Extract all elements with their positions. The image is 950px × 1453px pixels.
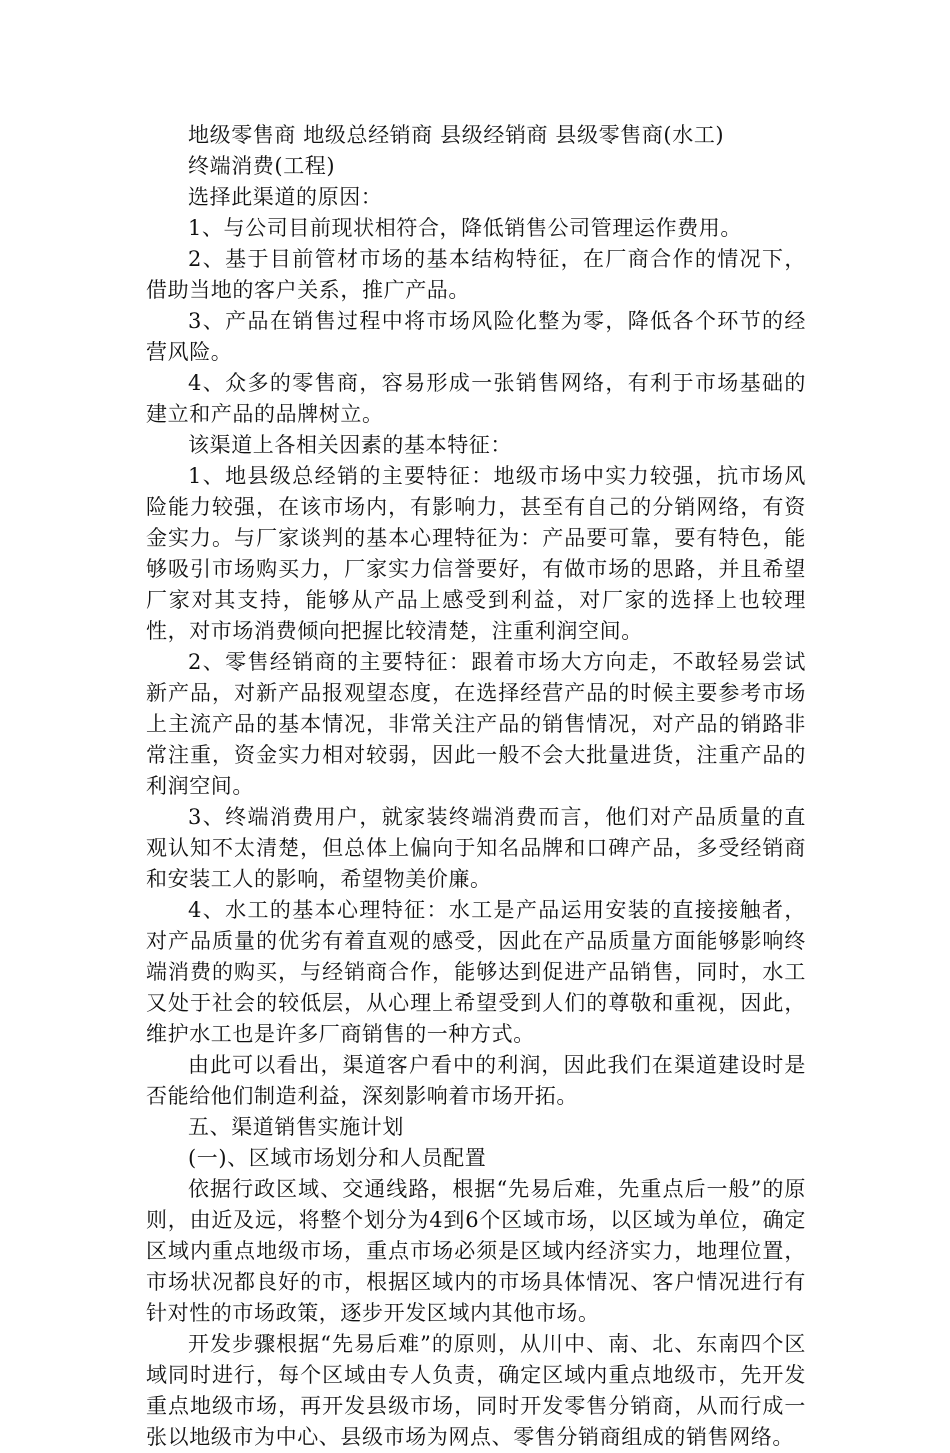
paragraph-channel-structure-end: 终端消费(工程) <box>188 154 336 178</box>
subsection-heading: (一)、区域市场划分和人员配置 <box>188 1146 487 1170</box>
paragraph-characteristic-1: 1、地县级总经销的主要特征：地级市场中实力较强，抗市场风险能力较强，在该市场内，有影响力，甚至有自己的分销网络，有资金实力。与厂家谈判的基本心理特征为：产品要可靠，要有特色，能够吸引市场购买力，厂家实力信誉要好，有做市场的思路，并且希望厂家对其支持，能够从产品上感受到利益，对厂家的选择上也较理性，对市场消费倾向把握比较清楚，注重利润空间。 <box>146 464 806 643</box>
section-heading: 五、渠道销售实施计划 <box>188 1115 404 1139</box>
paragraph-characteristic-2: 2、零售经销商的主要特征：跟着市场大方向走，不敢轻易尝试新产品，对新产品报观望态度，在选择经营产品的时候主要参考市场上主流产品的基本情况，非常关注产品的销售情况，对产品的销路非常注重，资金实力相对较弱，因此一般不会大批量进货，注重产品的利润空间。 <box>146 650 806 798</box>
paragraph-development-steps: 开发步骤根据“先易后难”的原则，从川中、南、北、东南四个区域同时进行，每个区域由专人负责，确定区域内重点地级市，先开发重点地级市场，再开发县级市场，同时开发零售分销商，从而行成一张以地级市为中心、县级市场为网点、零售分销商组成的销售网络。 <box>146 1332 806 1449</box>
paragraph-reason-2: 2、基于目前管材市场的基本结构特征，在厂商合作的情况下，借助当地的客户关系，推广产品。 <box>146 247 806 302</box>
paragraph-reason-1: 1、与公司目前现状相符合，降低销售公司管理运作费用。 <box>188 216 742 240</box>
paragraph-region-division: 依据行政区域、交通线路，根据“先易后难，先重点后一般”的原则，由近及远，将整个划分为4到6个区域市场，以区域为单位，确定区域内重点地级市场，重点市场必须是区域内经济实力，地理位置，市场状况都良好的市，根据区域内的市场具体情况、客户情况进行有针对性的市场政策，逐步开发区域内其他市场。 <box>146 1177 806 1325</box>
paragraph-characteristic-3: 3、终端消费用户，就家装终端消费而言，他们对产品质量的直观认知不太清楚，但总体上偏向于知名品牌和口碑产品，多受经销商和安装工人的影响，希望物美价廉。 <box>146 805 806 891</box>
paragraph-characteristics-heading: 该渠道上各相关因素的基本特征： <box>188 433 512 457</box>
paragraph-reason-4: 4、众多的零售商，容易形成一张销售网络，有利于市场基础的建立和产品的品牌树立。 <box>146 371 806 426</box>
paragraph-conclusion: 由此可以看出，渠道客户看中的利润，因此我们在渠道建设时是否能给他们制造利益，深刻影响着市场开拓。 <box>146 1053 806 1108</box>
document-body <box>146 120 806 1453</box>
paragraph-reason-3: 3、产品在销售过程中将市场风险化整为零，降低各个环节的经营风险。 <box>146 309 806 364</box>
paragraph-characteristic-4: 4、水工的基本心理特征：水工是产品运用安装的直接接触者，对产品质量的优劣有着直观的感受，因此在产品质量方面能够影响终端消费的购买，与经销商合作，能够达到促进产品销售，同时，水工又处于社会的较低层，从心理上希望受到人们的尊敬和重视，因此，维护水工也是许多厂商销售的一种方式。 <box>146 898 806 1046</box>
paragraph-reasons-heading: 选择此渠道的原因： <box>188 185 383 209</box>
paragraph-channel-structure: 地级零售商 地级总经销商 县级经销商 县级零售商(水工) <box>188 123 725 147</box>
